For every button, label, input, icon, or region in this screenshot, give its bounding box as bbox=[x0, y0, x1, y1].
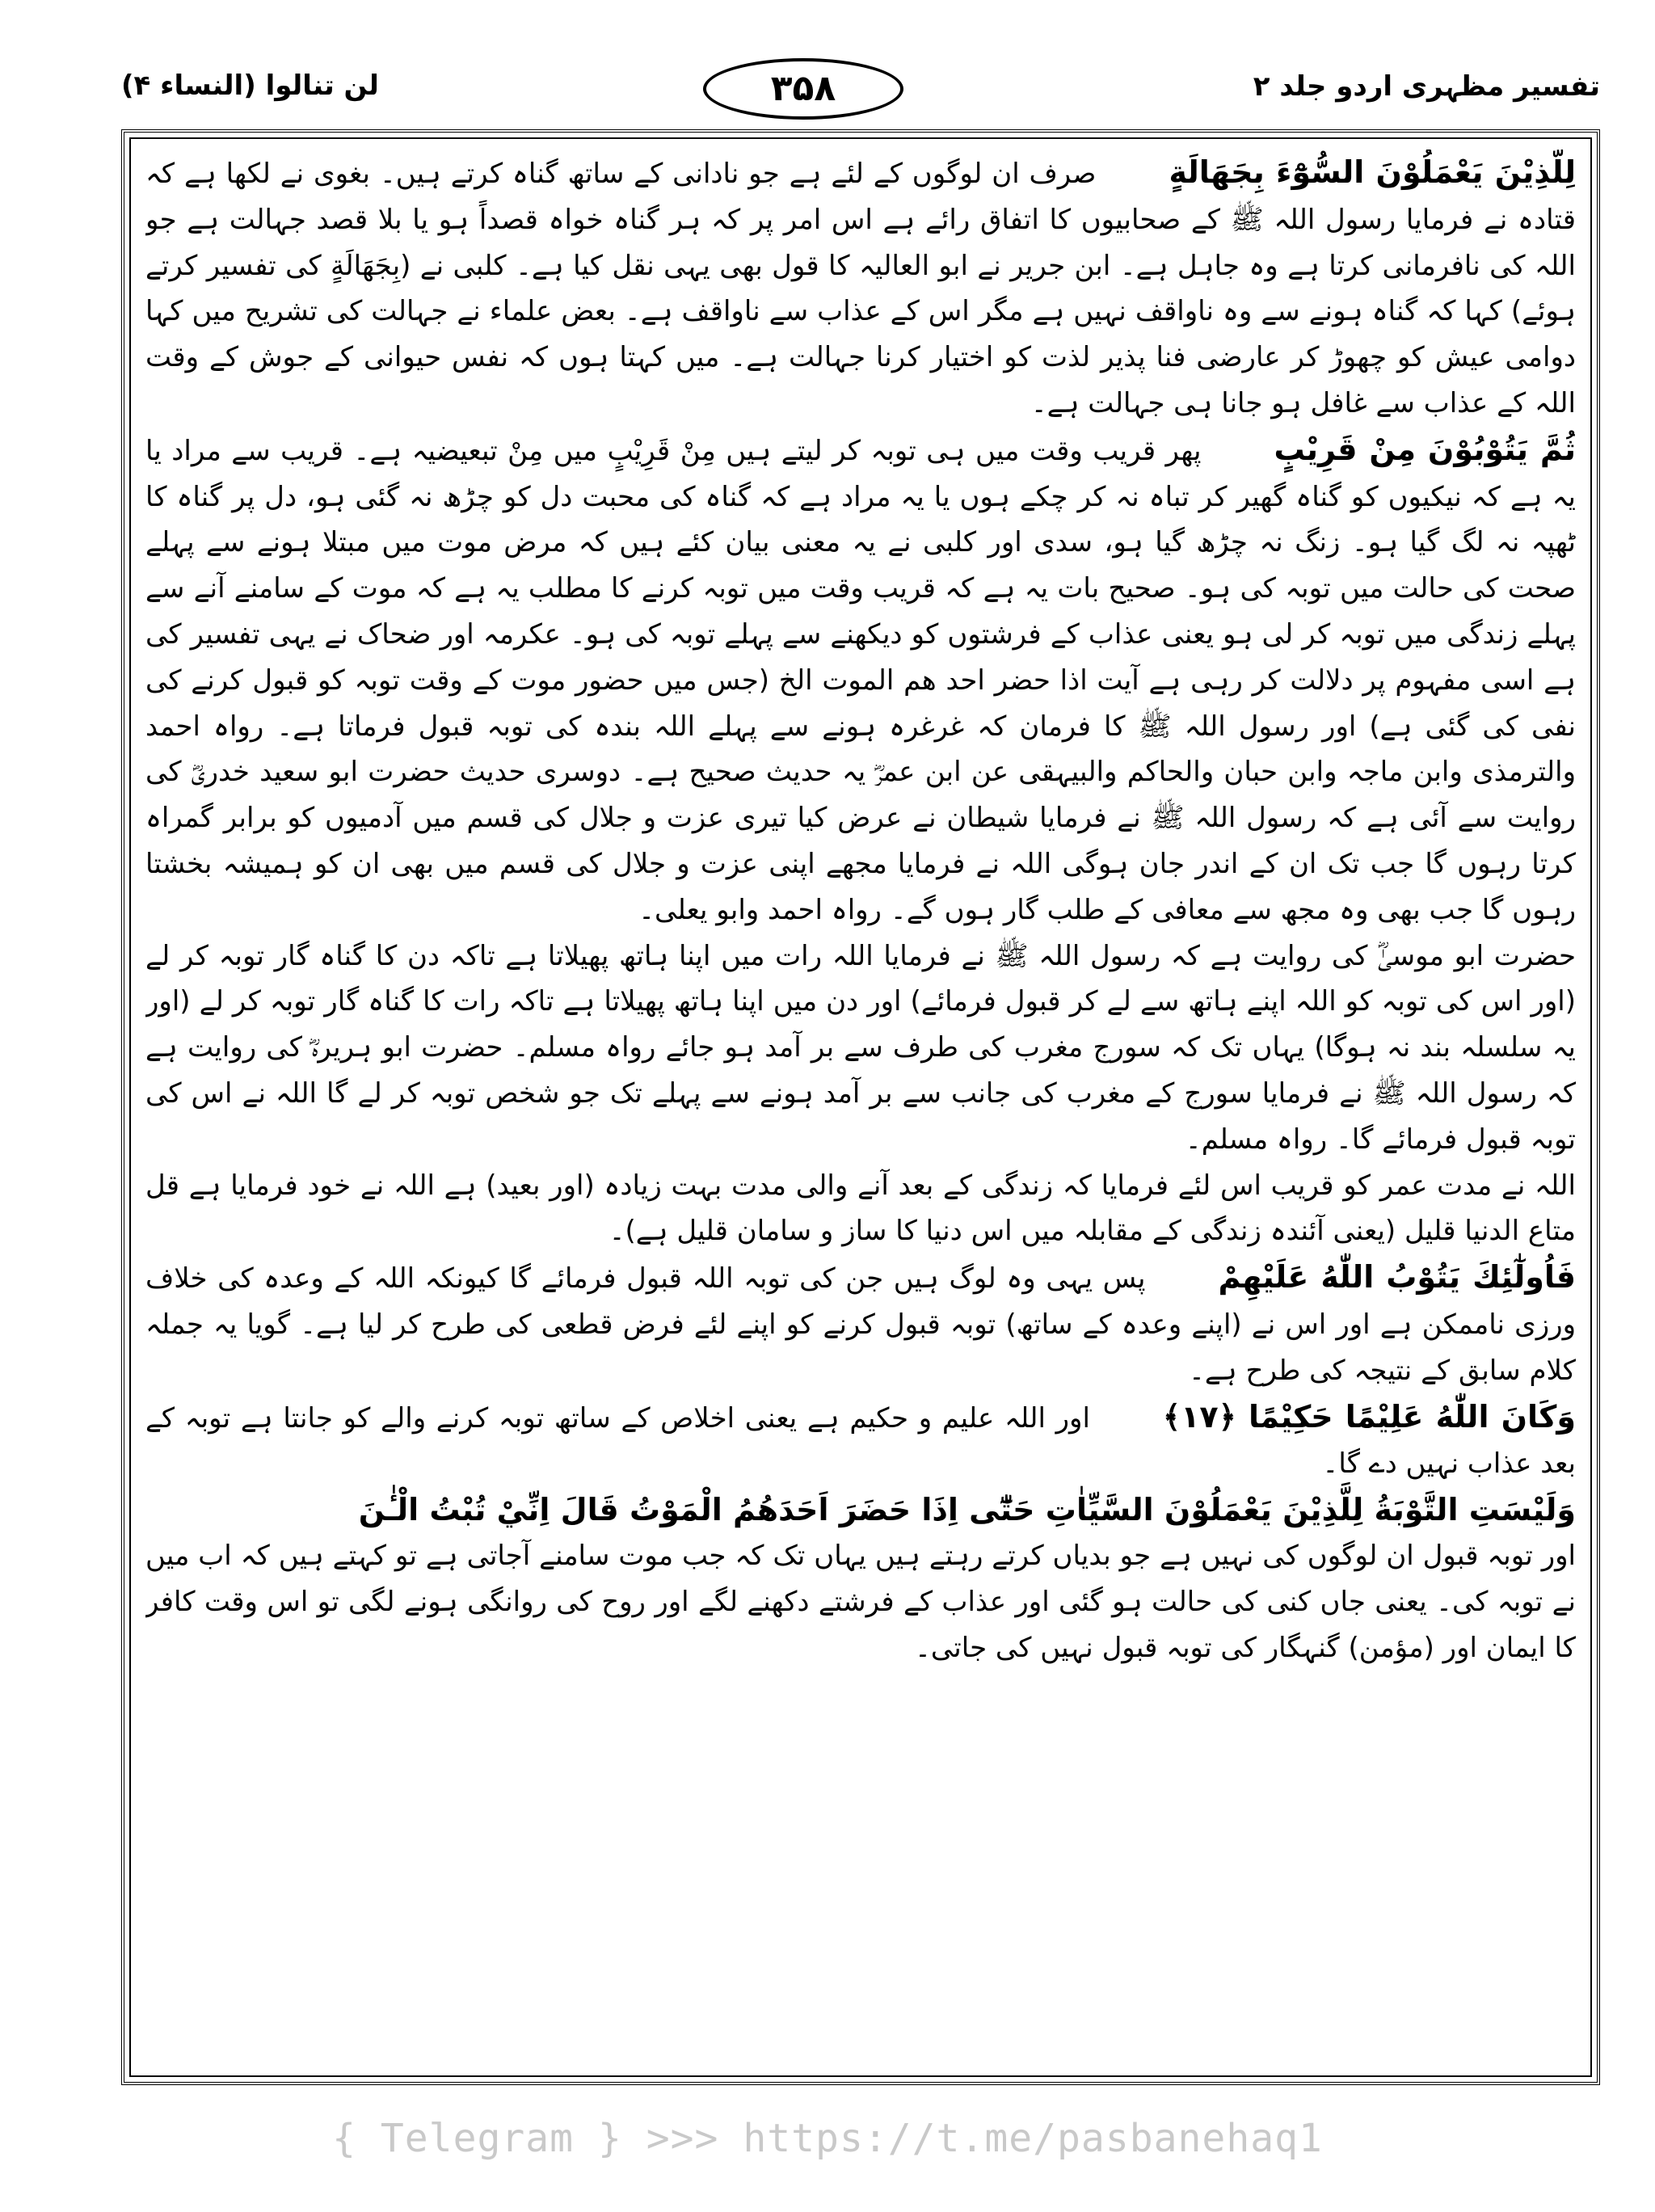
paragraph-text: اور اللہ علیم و حکیم ہے یعنی اخلاص کے ساتھ توبہ کرنے والے کو جانتا ہے توبہ کے بعد عذاب نہیں دے گا۔ bbox=[145, 1401, 1576, 1481]
paragraph bbox=[145, 1394, 1576, 1488]
page-body bbox=[145, 150, 1576, 2065]
section-title: لن تنالوا (النساء ۴) bbox=[121, 70, 379, 102]
paragraph-text: پس یہی وہ لوگ ہیں جن کی توبہ اللہ قبول فرمائے گا کیونکہ اللہ کے وعدہ کی خلاف ورزی ناممکن ہے اور اس نے (اپنے وعدہ کے ساتھ) توبہ قبول کرنے کو اپنے لئے فرض قطعی کی طرح کر لیا ہے۔ گویا یہ جملہ کلام سابق کے نتیجہ کی طرح ہے۔ bbox=[145, 1262, 1576, 1387]
page-header bbox=[121, 58, 1600, 123]
paragraph-text: اور توبہ قبول ان لوگوں کی نہیں ہے جو بدیاں کرتے رہتے ہیں یہاں تک کہ جب موت سامنے آجاتی ہے تو کہتے ہیں کہ اب میں نے توبہ کی۔ یعنی جاں کنی کی حالت ہو گئی اور عذاب کے فرشتے دکھنے لگے اور روح کی روانگی ہونے لگی تو اس وقت کافر کا ایمان اور (مؤمن) گنہگار کی توبہ قبول نہیں کی جاتی۔ bbox=[145, 1539, 1576, 1664]
paragraph-text: اللہ نے مدت عمر کو قریب اس لئے فرمایا کہ زندگی کے بعد آنے والی مدت بہت زیادہ (اور بعید) ہے اللہ نے خود فرمایا ہے قل متاع الدنیا قلیل (یعنی آئندہ زندگی کے مقابلہ میں اس دنیا کا ساز و سامان قلیل ہے)۔ bbox=[145, 1169, 1576, 1248]
quran-verse: ثُمَّ يَتُوْبُوْنَ مِنْ قَرِيْبٍ bbox=[1274, 431, 1576, 467]
paragraph-text: پھر قریب وقت میں ہی توبہ کر لیتے ہیں مِنْ قَرِيْبٍ میں مِنْ تبعیضیہ ہے۔ قریب سے مراد یا یہ ہے کہ نیکیوں کو گناہ گھیر کر تباہ نہ کر چکے ہوں یا یہ مراد ہے کہ گناہ کی محبت دل کو چڑھ نہ گئی ہو، دل پر گناہ کا ٹھپہ نہ لگ گیا ہو۔ زنگ نہ چڑھ گیا ہو، سدی اور کلبی نے یہ معنی بیان کئے ہیں کہ مرض موت میں مبتلا ہونے سے پہلے صحت کی حالت میں توبہ کی ہو۔ صحیح بات یہ ہے کہ قریب وقت میں توبہ کرنے کا مطلب یہ ہے کہ موت کے سامنے آنے سے پہلے زندگی میں توبہ کر لی ہو یعنی عذاب کے فرشتوں کو دیکھنے سے پہلے توبہ کی ہو۔ عکرمہ اور ضحاک نے یہی تفسیر کی ہے اسی مفہوم پر دلالت کر رہی ہے آیت اذا حضر احد هم الموت الخ (جس میں حضور موت کے وقت توبہ کو قبول کرنے کی نفی کی گئی ہے) اور رسول اللہ ﷺ کا فرمان کہ غرغرہ ہونے سے پہلے اللہ بندہ کی توبہ قبول فرماتا ہے۔ رواہ احمد والترمذی وابن ماجہ وابن حبان والحاکم والبیہقی عن ابن عمرؓ یہ حدیث صحیح ہے۔ دوسری حدیث حضرت ابو سعید خدریؓ کی روایت سے آئی ہے کہ رسول اللہ ﷺ نے فرمایا شیطان نے عرض کیا تیری عزت و جلال کی قسم میں آدمیوں کو برابر گمراہ کرتا رہوں گا جب تک ان کے اندر جان ہوگی اللہ نے فرمایا مجھے اپنی عزت و جلال کی قسم میں بھی ان کو ہمیشہ بخشتا رہوں گا جب بھی وہ مجھ سے معافی کے طلب گار ہوں گے۔ رواہ احمد وابو یعلی۔ bbox=[145, 434, 1576, 926]
book-title: تفسیر مظہری اردو جلد ۲ bbox=[1253, 70, 1600, 103]
paragraph-text: صرف ان لوگوں کے لئے ہے جو نادانی کے ساتھ گناہ کرتے ہیں۔ بغوی نے لکھا ہے کہ قتادہ نے فرمایا رسول اللہ ﷺ کے صحابیوں کا اتفاق رائے ہے اس امر پر کہ ہر گناہ خواہ قصداً ہو یا بلا قصد جہالت ہے جو اللہ کی نافرمانی کرتا ہے وہ جاہل ہے۔ ابن جریر نے ابو العالیہ کا قول بھی یہی نقل کیا ہے۔ کلبی نے (بِجَهَالَةٍ کی تفسیر کرتے ہوئے) کہا کہ گناہ ہونے سے وہ ناواقف نہیں ہے مگر اس کے عذاب سے ناواقف ہے۔ بعض علماء نے جہالت کی تشریح میں کہا دوامی عیش کو چھوڑ کر عارضی فنا پذیر لذت کو اختیار کرنا جہالت ہے۔ میں کہتا ہوں کہ نفس حیوانی کے جوش کے وقت اللہ کے عذاب سے غافل ہو جانا ہی جہالت ہے۔ bbox=[145, 158, 1576, 419]
page-number: ۳۵۸ bbox=[703, 58, 903, 120]
quran-verse: فَاُولٰٓئِكَ يَتُوْبُ اللّٰهُ عَلَيْهِمْ bbox=[1218, 1259, 1576, 1296]
paragraph bbox=[145, 1533, 1576, 1671]
paragraph bbox=[145, 1254, 1576, 1393]
paragraph-text: حضرت ابو موسیٰؓ کی روایت ہے کہ رسول اللہ ﷺ نے فرمایا اللہ رات میں اپنا ہاتھ پھیلاتا ہے تاکہ دن کا گناہ گار توبہ کر لے (اور اس کی توبہ کو اللہ اپنے ہاتھ سے لے کر قبول فرمائے) اور دن میں اپنا ہاتھ پھیلاتا ہے تاکہ رات کا گناہ گار توبہ کر لے (اور یہ سلسلہ بند نہ ہوگا) یہاں تک کہ سورج مغرب کی طرف سے بر آمد ہو جائے رواہ مسلم۔ حضرت ابو ہریرہؓ کی روایت ہے کہ رسول اللہ ﷺ نے فرمایا سورج کے مغرب کی جانب سے بر آمد ہونے سے پہلے تک جو شخص توبہ کر لے گا اللہ نے اس کی توبہ قبول فرمائے گا۔ رواہ مسلم۔ bbox=[145, 939, 1576, 1156]
quran-verse: وَكَانَ اللّٰهُ عَلِيْمًا حَكِيْمًا ﴿۱۷﴾ bbox=[1162, 1398, 1576, 1435]
telegram-watermark: { Telegram } >>> https://t.me/pasbanehaq1 bbox=[332, 2116, 1323, 2161]
paragraph bbox=[145, 1163, 1576, 1255]
paragraph bbox=[145, 933, 1576, 1163]
quran-verse: لِلَّذِيْنَ يَعْمَلُوْنَ السُّوْٓءَ بِجَهَالَةٍ bbox=[1169, 154, 1576, 190]
quran-verse-heading: وَلَيْسَتِ التَّوْبَةُ لِلَّذِيْنَ يَعْمَلُوْنَ السَّيِّاٰتِ حَتّٰٓى اِذَا حَضَرَ اَحَدَهُمُ الْمَوْتُ قَالَ اِنِّيْ تُبْتُ الْـٰٔنَ bbox=[358, 1492, 1576, 1528]
paragraph bbox=[145, 150, 1576, 427]
paragraph bbox=[145, 427, 1576, 933]
